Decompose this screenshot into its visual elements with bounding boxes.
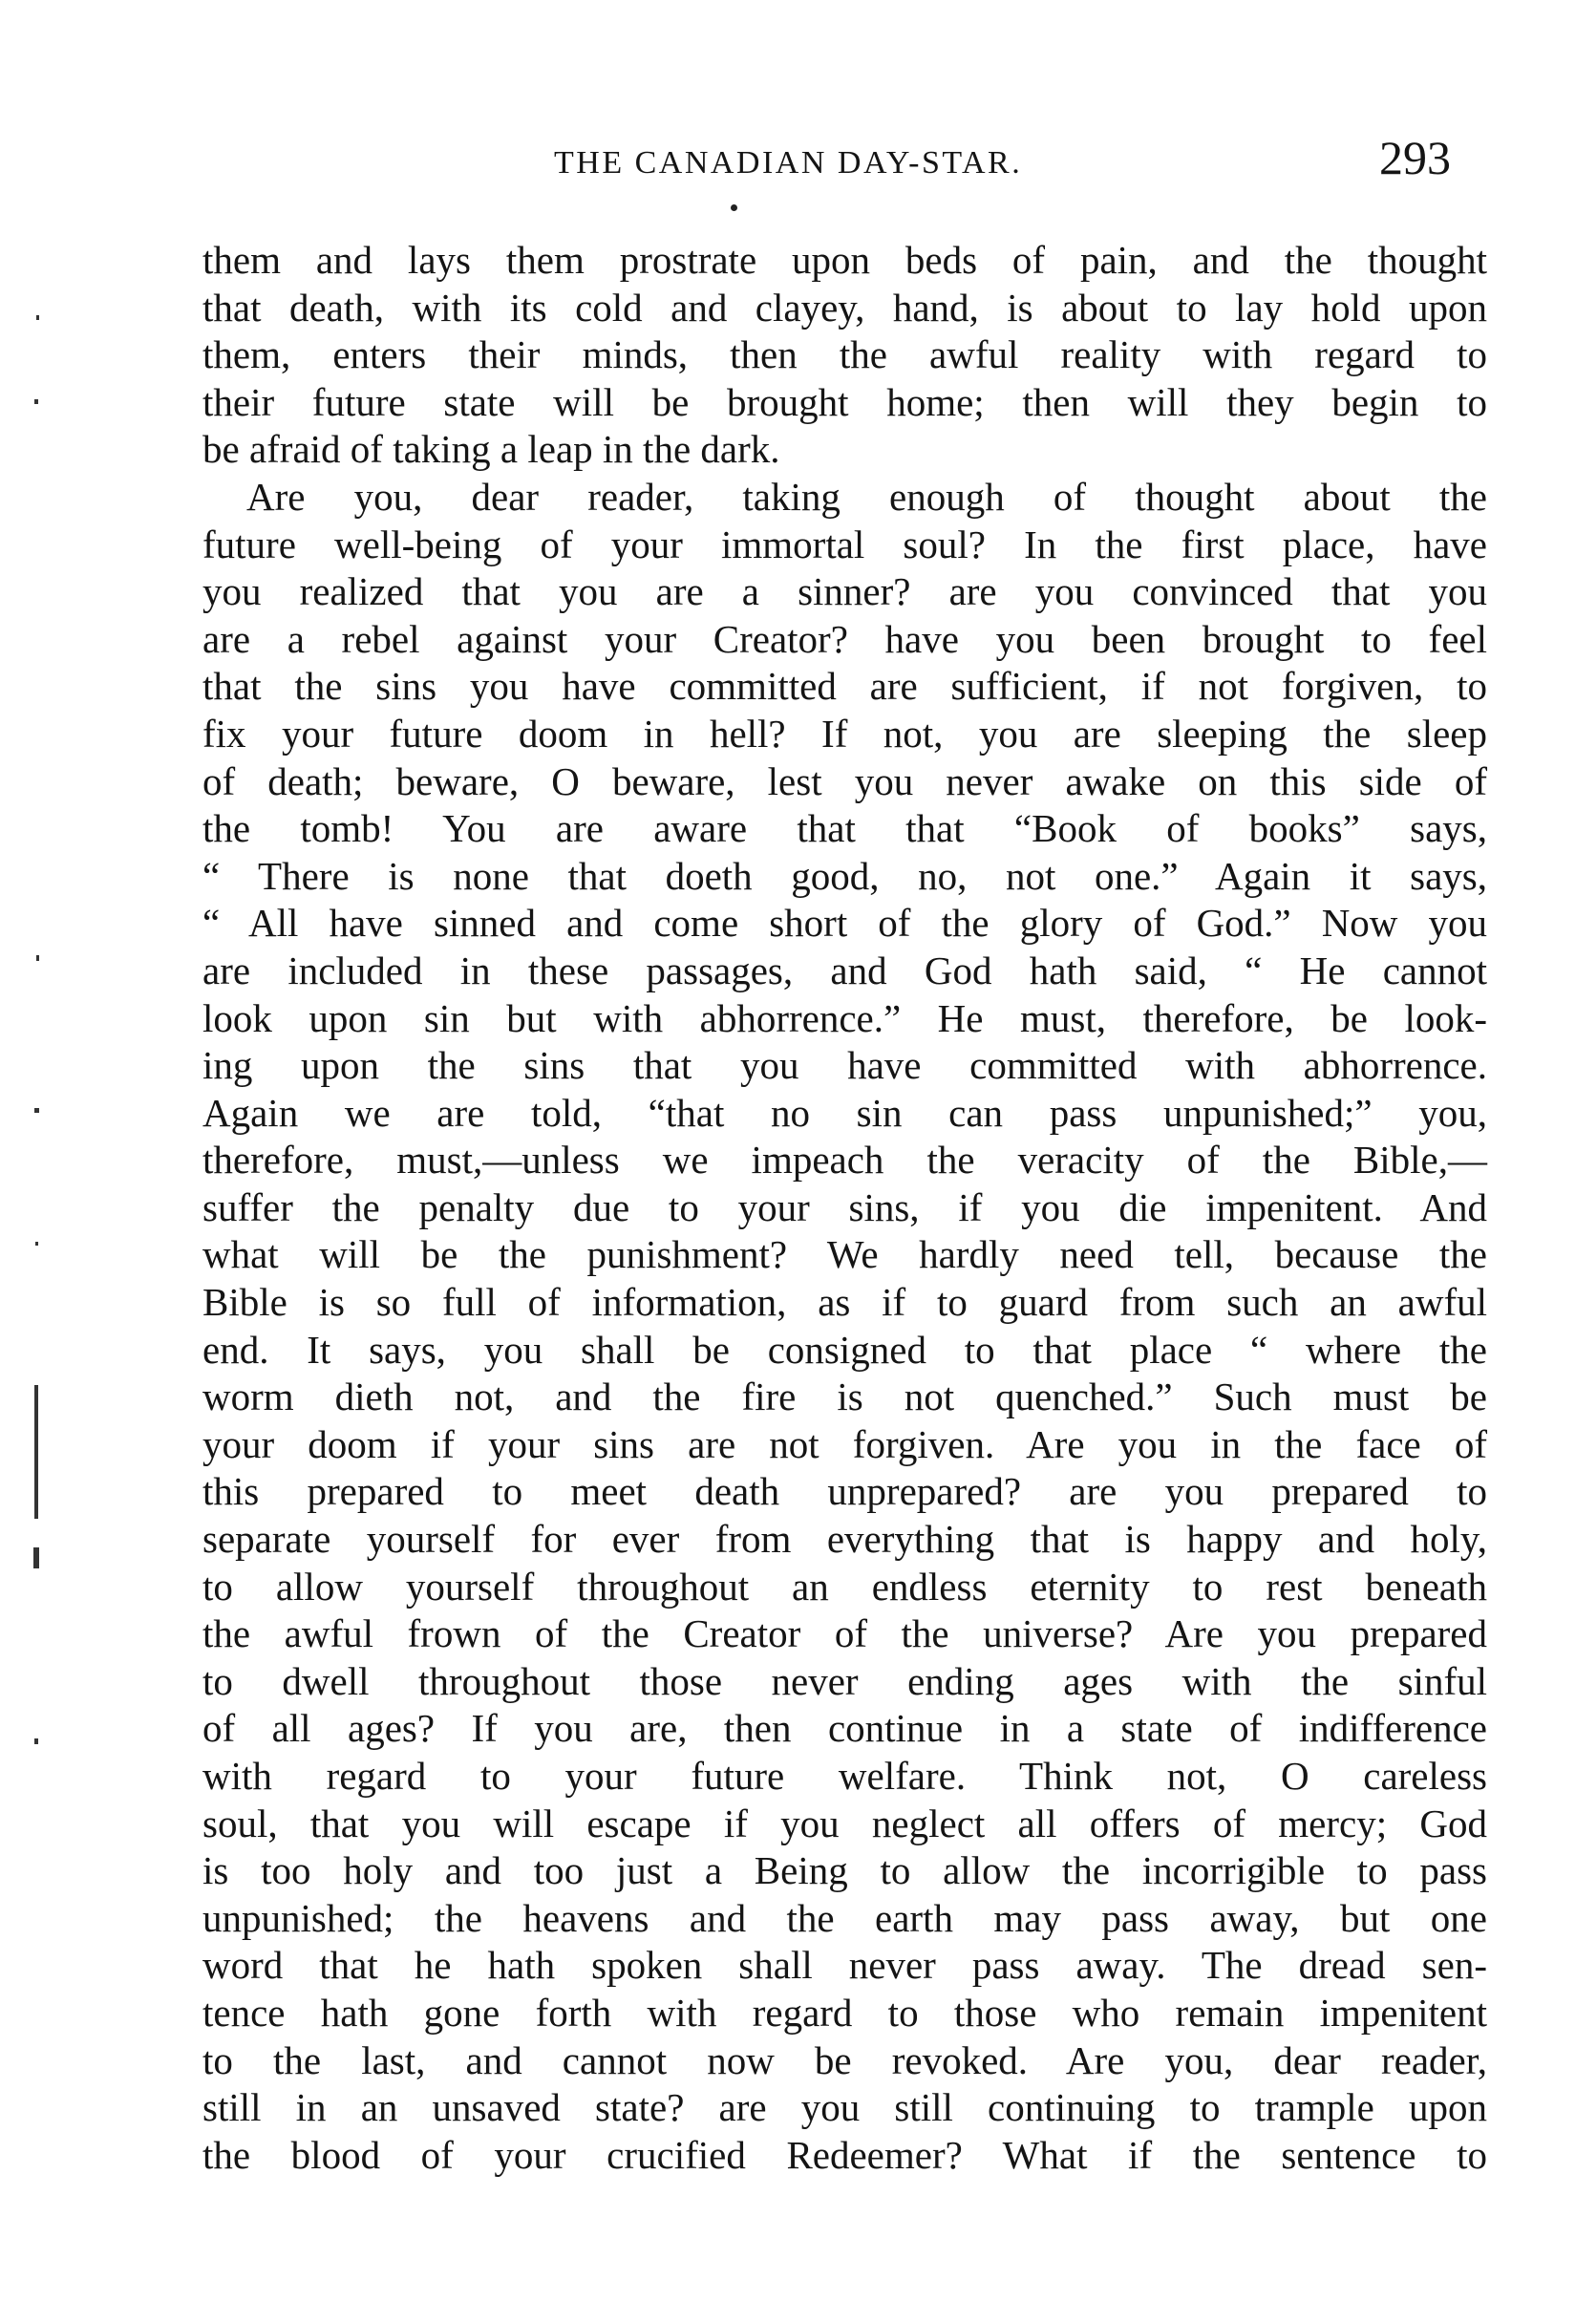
text-line: your doom if your sins are not forgiven. Are you in the face of [202,1421,1487,1466]
text-line: suffer the penalty due to your sins, if you die impenitent. And [202,1184,1487,1229]
text-line: this prepared to meet death unprepared? are you prepared to [202,1469,1487,1514]
text-line: tence hath gone forth with regard to those who remain impenitent [202,1990,1487,2035]
text-line: “ All have sinned and come short of the glory of God.” Now you [202,901,1487,946]
text-line: with regard to your future welfare. Think not, O careless [202,1754,1487,1798]
text-line: “ There is none that doeth good, no, not one.” Again it says, [202,853,1487,898]
text-line: to the last, and cannot now be revoked. Are you, dear reader, [202,2037,1487,2082]
text-line: be afraid of taking a leap in the dark. [202,427,780,472]
ink-dot [731,204,737,211]
text-line: soul, that you will escape if you neglect all offers of mercy; God [202,1801,1487,1845]
text-line: the blood of your crucified Redeemer? What if the sentence to [202,2132,1487,2177]
body-text [202,237,1487,2179]
text-line: future well-being of your immortal soul? In the first place, have [202,522,1487,566]
text-line: Bible is so full of information, as if to guard from such an awful [202,1280,1487,1325]
text-line: still in an unsaved state? are you still continuing to trample upon [202,2085,1487,2130]
text-line: that death, with its cold and clayey, hand, is about to lay hold upon [202,285,1487,330]
text-line: look upon sin but with abhorrence.” He must, therefore, be look- [202,995,1487,1040]
text-line: the tomb! You are aware that that “Book of books” says, [202,806,1487,851]
text-line: that the sins you have committed are sufficient, if not forgiven, to [202,664,1487,709]
text-line: is too holy and too just a Being to allow the incorrigible to pass [202,1848,1487,1893]
page-number: 293 [1379,131,1451,184]
text-line: you realized that you are a sinner? are you convinced that you [202,569,1487,614]
text-line: what will be the punishment? We hardly need tell, because the [202,1232,1487,1277]
text-line: are included in these passages, and God hath said, “ He cannot [202,948,1487,992]
text-line: unpunished; the heavens and the earth may pass away, but one [202,1895,1487,1940]
text-line: to dwell throughout those never ending ages with the sinful [202,1658,1487,1703]
text-line: ing upon the sins that you have committed with abhorrence. [202,1043,1487,1088]
text-line: Again we are told, “that no sin can pass unpunished;” you, [202,1090,1487,1135]
text-line: to allow yourself throughout an endless eternity to rest beneath [202,1564,1487,1609]
text-line: of all ages? If you are, then continue in a state of indifference [202,1706,1487,1751]
text-line: separate yourself for ever from everything that is happy and holy, [202,1517,1487,1562]
text-line: of death; beware, O beware, lest you never awake on this side of [202,758,1487,803]
text-line: them, enters their minds, then the awful reality with regard to [202,332,1487,377]
text-line: their future state will be brought home; then will they begin to [202,379,1487,424]
running-head: THE CANADIAN DAY-STAR. [554,145,1023,181]
text-line: are a rebel against your Creator? have you been brought to feel [202,616,1487,661]
text-line: worm dieth not, and the fire is not quenched.” Such must be [202,1375,1487,1419]
text-line: them and lays them prostrate upon beds of pain, and the thought [202,238,1487,282]
text-line: end. It says, you shall be consigned to that place “ where the [202,1327,1487,1372]
text-line: therefore, must,—unless we impeach the veracity of the Bible,— [202,1138,1487,1183]
text-line: word that he hath spoken shall never pass away. The dread sen- [202,1943,1487,1988]
text-line: the awful frown of the Creator of the universe? Are you prepared [202,1611,1487,1656]
text-line: Are you, dear reader, taking enough of thought about the [246,474,1487,519]
text-line: fix your future doom in hell? If not, you are sleeping the sleep [202,711,1487,756]
margin-ink-marks [19,287,57,1910]
